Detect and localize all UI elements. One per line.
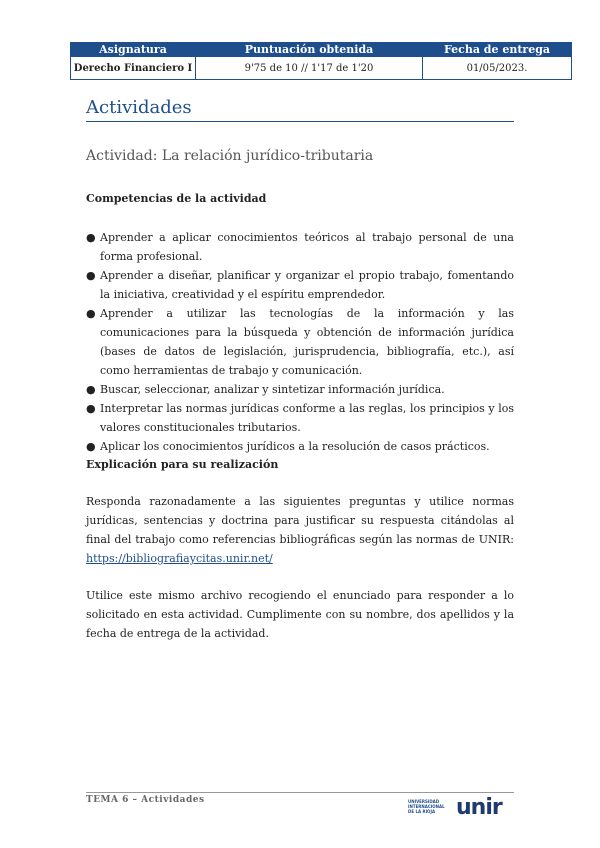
- footer-divider: [86, 792, 514, 793]
- unir-logo: [408, 797, 518, 821]
- competencias-list: [86, 228, 514, 456]
- header-col-puntuacion: Puntuación obtenida: [196, 43, 423, 57]
- header-table: [70, 42, 572, 80]
- list-item: ● Aprender a utilizar las tecnologías de la información y las comunicaciones para la búsqueda y obtención de información jurídica (bases de datos de legislación, jurisprudencia, bibliografía, etc.), así como herramientas de trabajo y comunicación.: [86, 304, 514, 380]
- bullet-icon: ●: [86, 440, 96, 453]
- activity-title: Actividad: La relación jurídico-tributaria: [86, 148, 374, 164]
- list-item: ● Buscar, seleccionar, analizar y sintetizar información jurídica.: [86, 380, 514, 399]
- explicacion-paragraph-1: Responda razonadamente a las siguientes preguntas y utilice normas jurídicas, sentencias y doctrina para justificar su respuesta citándolas al final del trabajo como referencias bibliográficas según las normas de UNIR: https://bibliografiaycitas.unir.net/: [86, 495, 514, 565]
- list-item: ● Aplicar los conocimientos jurídicos a la resolución de casos prácticos.: [86, 437, 514, 456]
- header-col-fecha: Fecha de entrega: [423, 43, 572, 57]
- footer-text: TEMA 6 – Actividades: [86, 795, 205, 805]
- logo-word: unir: [456, 795, 502, 820]
- bullet-icon: ●: [86, 269, 96, 282]
- bullet-icon: ●: [86, 231, 96, 244]
- asignatura-value: Derecho Financiero I: [71, 57, 196, 80]
- puntuacion-value: 9'75 de 10 // 1'17 de 1'20: [196, 57, 423, 80]
- explicacion-heading: Explicación para su realización: [86, 458, 279, 471]
- explicacion-paragraph-2: Utilice este mismo archivo recogiendo el enunciado para responder a lo solicitado en esta actividad. Cumplimente con su nombre, dos apellidos y la fecha de entrega de la actividad.: [86, 589, 514, 640]
- list-item: ● Aprender a diseñar, planificar y organizar el propio trabajo, fomentando la iniciativa, creatividad y el espíritu emprendedor.: [86, 266, 514, 304]
- bibliografia-link[interactable]: https://bibliografiaycitas.unir.net/: [86, 552, 273, 565]
- title-divider: [86, 121, 514, 122]
- bullet-icon: ●: [86, 402, 96, 415]
- header-col-asignatura: Asignatura: [71, 43, 196, 57]
- page-title: Actividades: [86, 97, 192, 118]
- bullet-icon: ●: [86, 383, 96, 396]
- list-item: ● Interpretar las normas jurídicas conforme a las reglas, los principios y los valores constitucionales tributarios.: [86, 399, 514, 437]
- logo-small-text: UNIVERSIDAD INTERNACIONAL DE LA RIOJA: [408, 799, 445, 814]
- bullet-icon: ●: [86, 307, 96, 320]
- competencias-heading: Competencias de la actividad: [86, 192, 267, 205]
- list-item: ● Aprender a aplicar conocimientos teóricos al trabajo personal de una forma profesional.: [86, 228, 514, 266]
- fecha-value: 01/05/2023.: [423, 57, 572, 80]
